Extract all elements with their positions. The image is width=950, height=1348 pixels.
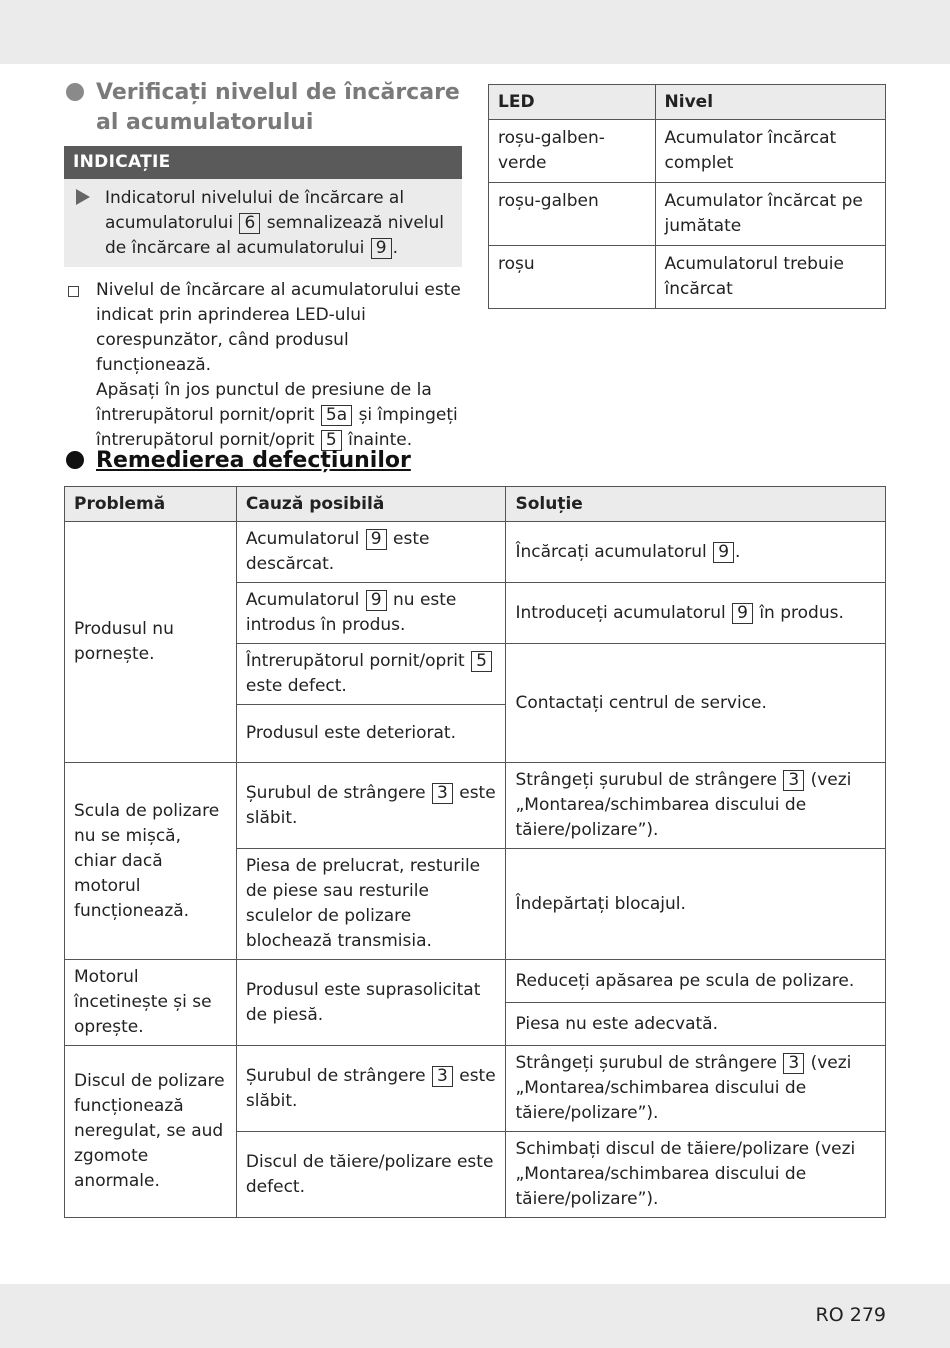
cause-cell: Discul de tăiere/polizare este defect.: [236, 1132, 506, 1218]
column-header: Cauză posibilă: [236, 487, 506, 522]
solution-cell: Reduceți apăsarea pe scula de polizare.: [506, 960, 886, 1003]
reference-number: 3: [432, 1066, 453, 1087]
solution-cell: Introduceți acumulatorul 9 în produs.: [506, 583, 886, 644]
column-header: Nivel: [655, 85, 885, 120]
table-cell: roșu-galben-verde: [489, 120, 656, 183]
solution-cell: Contactați centrul de service.: [506, 644, 886, 763]
table-cell: roșu-galben: [489, 183, 656, 246]
reference-number: 5: [471, 651, 492, 672]
table-cell: Acumulator încărcat pe jumătate: [655, 183, 885, 246]
note-header: INDICAȚIE: [64, 146, 462, 179]
step-text: Nivelul de încărcare al acumulatorului este indicat prin aprinderea LED-ului corespunzător, când produsul funcționează.: [96, 280, 461, 375]
cause-cell: Produsul este suprasolicitat de piesă.: [236, 960, 506, 1046]
solution-cell: Încărcați acumulatorul 9 .: [506, 522, 886, 583]
cause-cell: Șurubul de strângere 3 este slăbit.: [236, 1046, 506, 1132]
reference-number: 5a: [321, 405, 352, 426]
solution-cell: Schimbați discul de tăiere/polizare (vezi „Montarea/schimbarea discului de tăiere/polizare”).: [506, 1132, 886, 1218]
reference-number: 3: [783, 1053, 804, 1074]
column-header: LED: [489, 85, 656, 120]
note-body: Indicatorul nivelului de încărcare al acumulatorului 6 semnalizează nivelul de încărcare al acumulatorului 9 .: [64, 179, 462, 267]
table-row: [489, 183, 886, 246]
solution-cell: Piesa nu este adecvată.: [506, 1003, 886, 1046]
table-header-row: [489, 85, 886, 120]
table-header-row: [65, 487, 886, 522]
table-cell: Acumulatorul trebuie încărcat: [655, 246, 885, 309]
reference-number: 9: [366, 529, 387, 550]
reference-number: 6: [239, 213, 260, 234]
cause-cell: Șurubul de strângere 3 este slăbit.: [236, 763, 506, 849]
reference-number: 9: [732, 603, 753, 624]
cause-cell: Produsul este deteriorat.: [236, 705, 506, 763]
checkbox-icon: [68, 286, 79, 297]
section-title: Remedierea defecțiunilor: [96, 448, 411, 473]
table-row: [65, 763, 886, 849]
cause-cell: Piesa de prelucrat, resturile de piese sau resturile sculelor de polizare blochează transmisia.: [236, 849, 506, 960]
reference-number: 9: [713, 542, 734, 563]
reference-number: 3: [783, 770, 804, 791]
reference-number: 3: [432, 783, 453, 804]
solution-cell: Îndepărtați blocajul.: [506, 849, 886, 960]
table-row: [65, 522, 886, 583]
cause-cell: Acumulatorul 9 este descărcat.: [236, 522, 506, 583]
bullet-dot-icon: [66, 451, 84, 469]
reference-number: 9: [371, 238, 392, 259]
header-band: [0, 0, 950, 64]
solution-cell: Strângeți șurubul de strângere 3 (vezi „Montarea/schimbarea discului de tăiere/polizare”).: [506, 1046, 886, 1132]
table-cell: roșu: [489, 246, 656, 309]
reference-number: 5: [321, 430, 342, 451]
table-row: [65, 960, 886, 1003]
column-header: Problemă: [65, 487, 237, 522]
table-cell: Acumulator încărcat complet: [655, 120, 885, 183]
note-box: [64, 146, 462, 267]
problem-cell: Scula de polizare nu se mișcă, chiar dacă motorul funcționează.: [65, 763, 237, 960]
bullet-dot-icon: [66, 83, 84, 101]
instruction-step: Nivelul de încărcare al acumulatorului este indicat prin aprinderea LED-ului corespunzător, când produsul funcționează. Apăsați în jos punctul de presiune de la întrerupătorul pornit/oprit 5a și împingeți întrerupătorul pornit/oprit 5 înainte.: [66, 278, 466, 453]
table-row: [65, 1046, 886, 1132]
cause-cell: Acumulatorul 9 nu este introdus în produs.: [236, 583, 506, 644]
led-table: [488, 84, 886, 309]
problem-cell: Motorul încetinește și se oprește.: [65, 960, 237, 1046]
section-title: Verificați nivelul de încărcare al acumulatorului: [96, 80, 460, 135]
section-battery-heading: [66, 78, 466, 138]
column-header: Soluție: [506, 487, 886, 522]
solution-cell: Strângeți șurubul de strângere 3 (vezi „Montarea/schimbarea discului de tăiere/polizare”).: [506, 763, 886, 849]
problem-cell: Produsul nu pornește.: [65, 522, 237, 763]
problem-cell: Discul de polizare funcționează neregulat, se aud zgomote anormale.: [65, 1046, 237, 1218]
reference-number: 9: [366, 590, 387, 611]
section-troubleshooting-heading: [66, 446, 411, 476]
footer-band: [0, 1284, 950, 1348]
table-row: [489, 120, 886, 183]
troubleshooting-table: [64, 486, 886, 1218]
triangle-right-icon: [76, 189, 90, 205]
table-row: [489, 246, 886, 309]
page-number: RO 279: [815, 1304, 886, 1326]
cause-cell: Întrerupătorul pornit/oprit 5 este defect.: [236, 644, 506, 705]
